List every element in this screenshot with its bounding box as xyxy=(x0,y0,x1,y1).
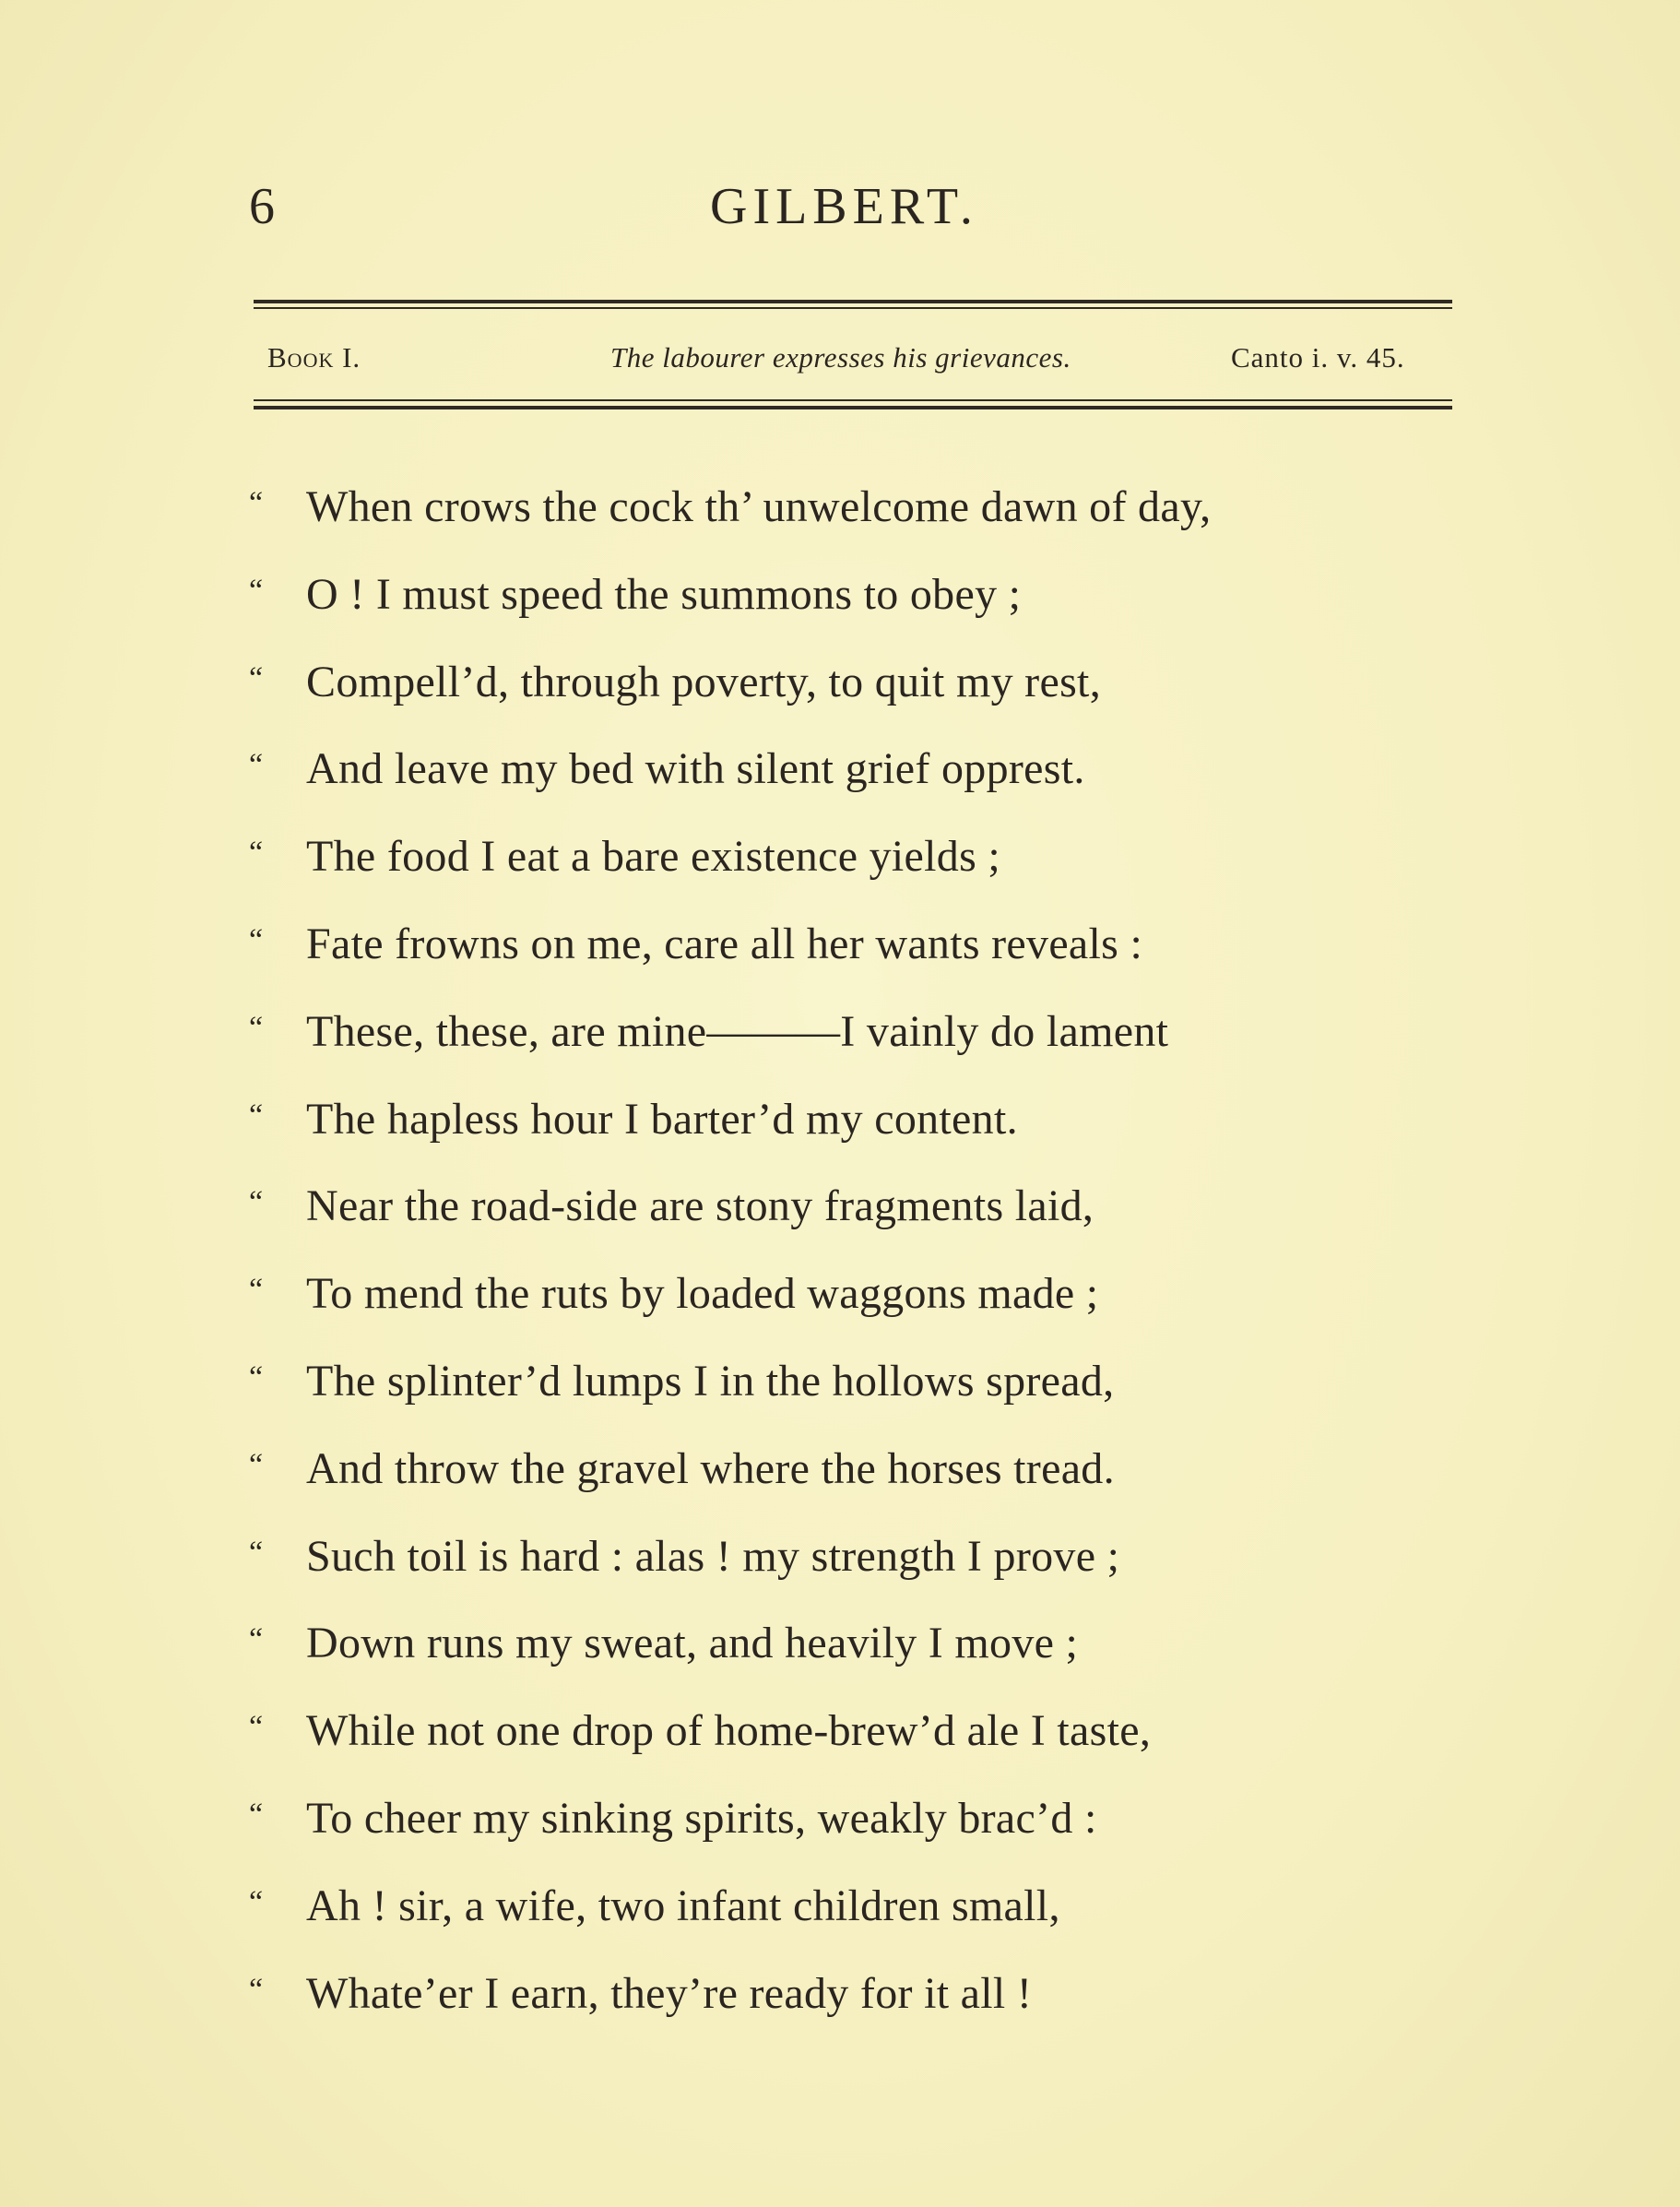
verse-line-text: The hapless hour I barter’d my content. xyxy=(306,1094,1018,1144)
opening-quote-mark: “ xyxy=(249,573,264,608)
verse-line-text: Ah ! sir, a wife, two infant children small, xyxy=(306,1881,1060,1930)
verse-line-text: The splinter’d lumps I in the hollows spread, xyxy=(306,1356,1115,1406)
verse-line xyxy=(249,822,1475,909)
verse-block xyxy=(249,472,1475,2046)
verse-line xyxy=(249,1347,1475,1434)
opening-quote-mark: “ xyxy=(249,1884,264,1919)
verse-line-text: Such toil is hard : alas ! my strength I prove ; xyxy=(306,1531,1120,1581)
verse-line-text: While not one drop of home-brew’d ale I taste, xyxy=(306,1706,1152,1756)
opening-quote-mark: “ xyxy=(249,660,264,695)
verse-line xyxy=(249,909,1475,997)
verse-line xyxy=(249,1259,1475,1347)
running-title: GILBERT. xyxy=(710,178,978,235)
opening-quote-mark: “ xyxy=(249,1710,264,1745)
verse-line xyxy=(249,1871,1475,1959)
opening-quote-mark: “ xyxy=(249,1447,264,1482)
canto-verse-ref: Canto i. v. 45. xyxy=(1231,341,1405,374)
book-label: Book I. xyxy=(267,341,361,374)
verse-line-text: And throw the gravel where the horses tread. xyxy=(306,1443,1115,1493)
header-rule-top xyxy=(254,300,1452,303)
header-rule-top-thin xyxy=(254,307,1452,309)
verse-line-text: And leave my bed with silent grief opprest. xyxy=(306,744,1085,794)
opening-quote-mark: “ xyxy=(249,1359,264,1394)
opening-quote-mark: “ xyxy=(249,922,264,957)
opening-quote-mark: “ xyxy=(249,836,264,871)
verse-line-text: To cheer my sinking spirits, weakly brac’d : xyxy=(306,1793,1097,1843)
verse-line-text: Fate frowns on me, care all her wants reveals : xyxy=(306,919,1143,968)
opening-quote-mark: “ xyxy=(249,1535,264,1570)
opening-quote-mark: “ xyxy=(249,1622,264,1657)
verse-line xyxy=(249,472,1475,560)
verse-line-text: These, these, are mine———I vainly do lament xyxy=(306,1006,1169,1056)
verse-line xyxy=(249,997,1475,1085)
verse-line xyxy=(249,1608,1475,1696)
verse-line xyxy=(249,1085,1475,1172)
opening-quote-mark: “ xyxy=(249,748,264,783)
opening-quote-mark: “ xyxy=(249,1797,264,1832)
verse-line-text: The food I eat a bare existence yields ; xyxy=(306,832,1000,882)
opening-quote-mark: “ xyxy=(249,1273,264,1308)
verse-line xyxy=(249,647,1475,735)
verse-line xyxy=(249,1784,1475,1871)
verse-line xyxy=(249,560,1475,647)
header-rule-bottom-thin xyxy=(254,399,1452,401)
opening-quote-mark: “ xyxy=(249,1185,264,1220)
verse-line-text: When crows the cock th’ unwelcome dawn of day, xyxy=(306,482,1212,531)
verse-line xyxy=(249,734,1475,822)
verse-line-text: Near the road-side are stony fragments laid, xyxy=(306,1181,1094,1231)
verse-line-text: Whate’er I earn, they’re ready for it all ! xyxy=(306,1968,1033,2018)
opening-quote-mark: “ xyxy=(249,486,264,520)
header-rule-bottom xyxy=(254,406,1452,409)
section-topic: The labourer expresses his grievances. xyxy=(610,341,1071,374)
verse-line xyxy=(249,1959,1475,2047)
verse-line-text: Compell’d, through poverty, to quit my rest, xyxy=(306,657,1101,706)
verse-line-text: Down runs my sweat, and heavily I move ; xyxy=(306,1619,1079,1668)
verse-line xyxy=(249,1696,1475,1784)
verse-line-text: O ! I must speed the summons to obey ; xyxy=(306,569,1022,619)
opening-quote-mark: “ xyxy=(249,1010,264,1045)
verse-line xyxy=(249,1434,1475,1522)
page-number: 6 xyxy=(249,178,276,235)
verse-line xyxy=(249,1522,1475,1609)
verse-line-text: To mend the ruts by loaded waggons made ; xyxy=(306,1269,1099,1319)
verse-line xyxy=(249,1171,1475,1259)
opening-quote-mark: “ xyxy=(249,1972,264,2007)
opening-quote-mark: “ xyxy=(249,1098,264,1133)
